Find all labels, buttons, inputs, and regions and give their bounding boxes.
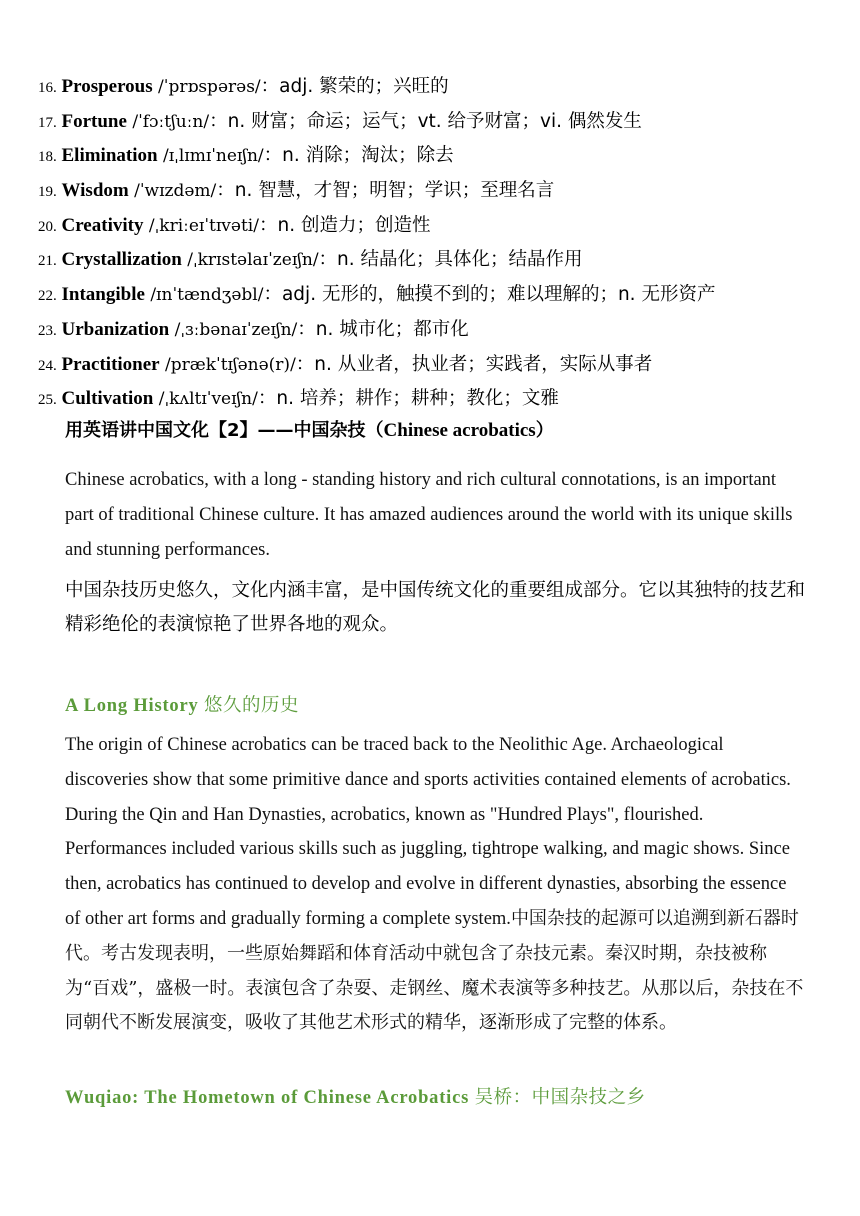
vocab-word: Creativity <box>61 214 144 236</box>
history-heading <box>65 691 299 717</box>
vocab-word: Practitioner <box>61 353 160 375</box>
vocab-item <box>38 348 838 383</box>
item-number: 19. <box>38 184 57 201</box>
item-number: 21. <box>38 253 57 270</box>
section-title-close: ） <box>535 420 554 441</box>
vocab-phonetic: /ˈwɪzdəm/ <box>128 181 217 202</box>
intro-chinese-paragraph: 中国杂技历史悠久，文化内涵丰富，是中国传统文化的重要组成部分。它以其独特的技艺和精彩绝伦的表演惊艳了世界各地的观众。 <box>65 580 806 635</box>
vocab-item <box>38 139 838 174</box>
vocab-phonetic: /ɪnˈtændʒəbl/ <box>144 285 264 306</box>
vocab-word: Urbanization <box>61 318 170 340</box>
item-number: 22. <box>38 288 57 305</box>
vocabulary-list <box>38 70 838 417</box>
item-number: 25. <box>38 392 57 409</box>
vocab-definition: ：n. 培养；耕作；耕种；教化；文雅 <box>257 388 559 410</box>
vocab-definition: ：n. 城市化；都市化 <box>297 318 469 340</box>
vocab-phonetic: /prækˈtɪʃənə(r)/ <box>159 354 296 375</box>
vocab-item <box>38 313 838 348</box>
vocab-definition: ：n. 智慧，才智；明智；学识；至理名言 <box>216 180 555 202</box>
intro-english-paragraph: Chinese acrobatics, with a long - standing history and rich cultural connotations, is an important part of traditional Chinese culture. It has amazed audiences around the world with its unique skills and stunning performances. <box>65 470 793 560</box>
vocab-definition: ：n. 财富；命运；运气；vt. 给予财富；vi. 偶然发生 <box>209 110 642 132</box>
wuqiao-heading <box>65 1083 646 1109</box>
vocab-phonetic: /ˈprɒspərəs/ <box>152 77 261 97</box>
item-number: 20. <box>38 218 57 235</box>
vocab-word: Intangible <box>61 284 145 306</box>
vocab-phonetic: /ɪˌlɪmɪˈneɪʃn/ <box>157 146 264 167</box>
vocab-item <box>38 209 838 244</box>
vocab-word: Elimination <box>61 145 158 167</box>
vocab-item <box>38 105 838 140</box>
item-number: 24. <box>38 357 57 374</box>
vocab-phonetic: /ˌkrɪstəlaɪˈzeɪʃn/ <box>181 250 319 271</box>
history-paragraph <box>65 728 805 1041</box>
vocab-item <box>38 174 838 209</box>
wuqiao-heading-en: Wuqiao: The Hometown of Chinese Acrobatics <box>65 1088 470 1108</box>
item-number: 18. <box>38 149 57 166</box>
section-title-cn: 用英语讲中国文化【2】——中国杂技（ <box>65 420 384 441</box>
vocab-word: Wisdom <box>61 180 129 202</box>
item-number: 17. <box>38 114 57 131</box>
vocab-phonetic: /ˌkriːeɪˈtɪvəti/ <box>143 215 259 236</box>
vocab-definition: ：n. 消除；淘汰；除去 <box>263 145 454 167</box>
item-number: 16. <box>38 80 57 96</box>
section-title-en: Chinese acrobatics <box>383 420 536 441</box>
vocab-item <box>38 382 838 417</box>
vocab-definition: ：n. 结晶化；具体化；结晶作用 <box>318 249 583 271</box>
vocab-item <box>38 70 838 105</box>
history-english-text: The origin of Chinese acrobatics can be traced back to the Neolithic Age. Archaeological discoveries show that some primitive dance and sports activities contained elements of acrobatics. During the Qin and Han Dynasties, acrobatics, known as "Hundred Plays", flourished. Performances included various skills such as juggling, tightrope walking, and magic shows. Since then, acrobatics has continued to develop and evolve in different dynasties, absorbing the essence of other art forms and gradually forming a complete system. <box>65 735 791 929</box>
vocab-word: Prosperous <box>61 76 153 97</box>
wuqiao-heading-cn: 吴桥：中国杂技之乡 <box>474 1087 646 1108</box>
vocab-definition: ：adj. 无形的，触摸不到的；难以理解的；n. 无形资产 <box>263 284 716 306</box>
history-heading-cn: 悠久的历史 <box>203 695 299 716</box>
vocab-item <box>38 278 838 313</box>
history-chinese-text: 中国杂技的起源可以追溯到新石器时代。考古发现表明，一些原始舞蹈和体育活动中就包含了杂技元素。秦汉时期，杂技被称为“百戏”，盛极一时。表演包含了杂耍、走钢丝、魔术表演等多种技艺。从那以后，杂技在不同朝代不断发展演变，吸收了其他艺术形式的精华，逐渐形成了完整的体系。 <box>65 907 804 1034</box>
vocab-word: Fortune <box>61 110 127 132</box>
vocab-definition: ：adj. 繁荣的；兴旺的 <box>260 76 449 97</box>
vocab-item <box>38 243 838 278</box>
vocab-word: Cultivation <box>61 388 154 410</box>
vocab-definition: ：n. 从业者，执业者；实践者，实际从事者 <box>295 353 653 375</box>
vocab-word: Crystallization <box>61 249 182 271</box>
section-title <box>65 416 554 442</box>
vocab-phonetic: /ˌɜːbənaɪˈzeɪʃn/ <box>169 319 298 340</box>
vocab-phonetic: /ˌkʌltɪˈveɪʃn/ <box>153 389 258 410</box>
vocab-definition: ：n. 创造力；创造性 <box>258 214 431 236</box>
vocab-phonetic: /ˈfɔːtʃuːn/ <box>126 111 210 132</box>
history-heading-en: A Long History <box>65 696 199 716</box>
item-number: 23. <box>38 322 57 339</box>
